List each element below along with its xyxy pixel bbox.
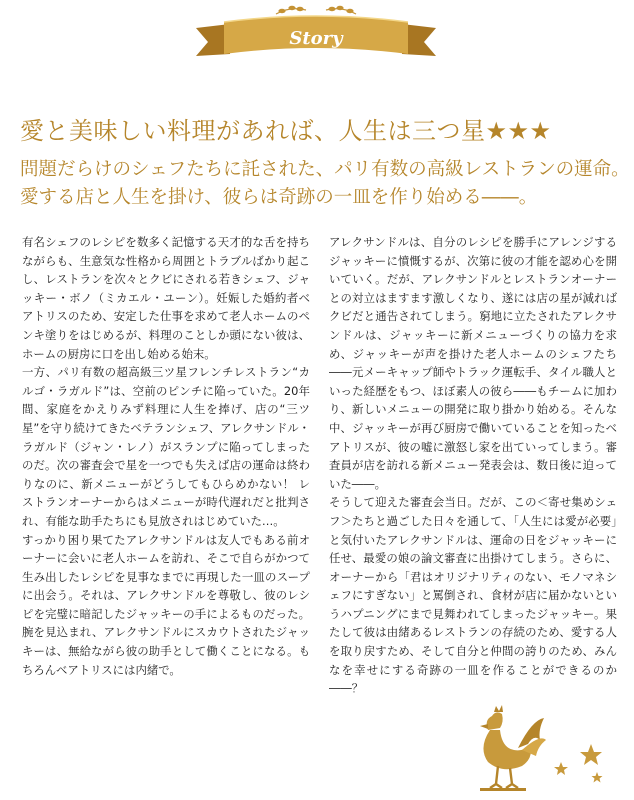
story-column-right: [329, 233, 617, 698]
story-paragraph: アレクサンドルは、自分のレシピを勝手にアレンジするジャッキーに憤慨するが、次第に彼の才能を認め心を開いていく。だが、アレクサンドルとレストランオーナーとの対立はますます激しくなり、遂には店の星が減ればクビだと通告されてしまう。窮地に立たされたアレクサンドルは、ジャッキーに新メニューづくりの協力を求め、ジャッキーが声を掛けた老人ホームのシェフたち――元メーキャップ師やトラック運転手、タイル職人といった経歴をもつ、ほぼ素人の彼ら――もチームに加わり、新しいメニューの開発に取り掛かり始める。そんな中、ジャッキーが再び厨房で働いていることを知ったベアトリスが、彼の嘘に激怒し家を出ていってしまう。審査員が店を訪れる新メニュー発表会は、数日後に迫っていた――。: [329, 235, 617, 491]
star-icon: [554, 762, 568, 775]
story-paragraph: すっかり困り果てたアレクサンドルは友人でもある前オーナーに会いに老人ホームを訪れ、そこで自らがかつて生み出したレシピを見事なまでに再現した一皿のスープに出会う。それは、アレクサンドルを尊敬し、彼のレシピを完璧に暗記したジャッキーの手によるものだった。腕を見込まれ、アレクサンドルにスカウトされたジャッキーは、無給ながら彼の助手として働くことになる。もちろんベアトリスには内緒で。: [22, 532, 310, 677]
story-column-left: [22, 233, 310, 679]
story-paragraph: 有名シェフのレシピを数多く記憶する天才的な舌を持ちながらも、生意気な性格から周囲とトラブルばかり起こし、レストランを次々とクビにされる若きシェフ、ジャッキー・ボノ（ミカエル・ユーン）。妊娠した婚約者ベアトリスのため、安定した仕事を求めて老人ホームのペンキ塗りをはじめるが、料理のことしか頭にない彼は、ホームの厨房に口を出し始める始末。: [22, 235, 310, 361]
headline: 愛と美味しい料理があれば、人生は三つ星★★★: [20, 117, 552, 145]
laurel-branch-icon: [276, 6, 356, 14]
story-paragraph: 一方、パリ有数の超高級三ツ星フレンチレストラン“カルゴ・ラガルド”は、空前のピンチに陥っていた。20年間、家庭をかえりみず料理に人生を捧げ、店の“三ツ星”を守り続けてきたベテランシェフ、アレクサンドル・ラガルド（ジャン・レノ）がスランプに陥ってしまったのだ。次の審査会で星を一つでも失えば店の運命は終わりなのに、新メニューがどうしてもひらめかない！ レストランオーナーからはメニューが時代遅れだと批判され、有能な助手たちにも見放されはじめていた…。: [22, 365, 310, 528]
star-icon: [580, 744, 602, 765]
subheadline: [20, 156, 630, 212]
star-icon: [592, 772, 603, 783]
banner-label: Story: [289, 28, 343, 49]
story-banner: [190, 4, 442, 70]
rooster-icon: [458, 700, 548, 796]
decorative-stars: [547, 740, 607, 790]
story-paragraph: そうして迎えた審査会当日。だが、この＜寄せ集めシェフ＞たちと過ごした日々を通して、「人生には愛が必要」と気付いたアレクサンドルは、運命の日をジャッキーに任せ、最愛の娘の論文審査に出掛けてしまう。さらに、オーナーから「君はオリジナリティのない、モノマネシェフにすぎない」と罵倒され、食材が店に届かないというハプニングにまで見舞われてしまったジャッキー。果たして彼は由緒あるレストランの存続のため、愛する人を取り戻すため、そして自分と仲間の誇りのため、みんなを幸せにする奇跡の一皿を作ることができるのか――？: [329, 495, 617, 696]
subheadline-line: 愛する店と人生を掛け、彼らは奇跡の一皿を作り始める――。: [20, 187, 538, 208]
subheadline-line: 問題だらけのシェフたちに託された、パリ有数の高級レストランの運命。: [20, 159, 630, 180]
